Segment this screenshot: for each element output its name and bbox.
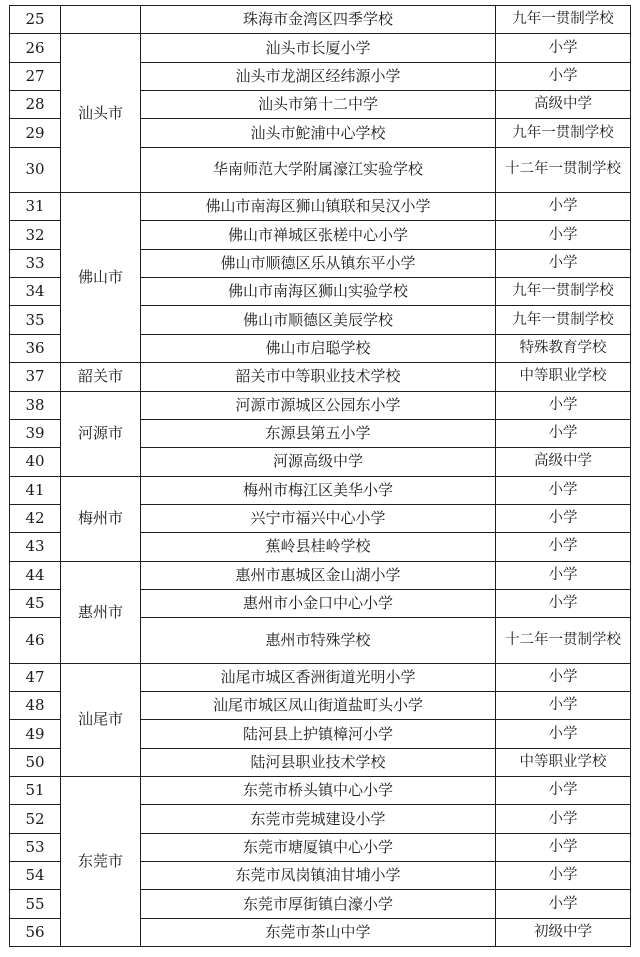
school-name: 陆河县上护镇樟河小学 [141, 720, 496, 748]
school-name: 东莞市塘厦镇中心小学 [141, 833, 496, 861]
school-name: 佛山市启聪学校 [141, 334, 496, 362]
school-name: 河源高级中学 [141, 448, 496, 476]
school-name: 惠州市惠城区金山湖小学 [141, 561, 496, 589]
school-list-table [9, 5, 631, 947]
row-number: 34 [10, 278, 61, 306]
row-number: 37 [10, 363, 61, 391]
school-type: 小学 [496, 833, 631, 861]
row-number: 44 [10, 561, 61, 589]
school-name: 佛山市南海区狮山实验学校 [141, 278, 496, 306]
school-name: 珠海市金湾区四季学校 [141, 6, 496, 34]
school-name: 东莞市茶山中学 [141, 918, 496, 946]
school-type: 九年一贯制学校 [496, 119, 631, 147]
school-name: 兴宁市福兴中心小学 [141, 504, 496, 532]
school-name: 佛山市禅城区张槎中心小学 [141, 221, 496, 249]
row-number: 27 [10, 62, 61, 90]
row-number: 38 [10, 391, 61, 419]
school-type: 中等职业学校 [496, 748, 631, 776]
row-number: 51 [10, 777, 61, 805]
school-name: 东莞市凤岗镇油甘埔小学 [141, 862, 496, 890]
school-type: 小学 [496, 504, 631, 532]
school-name: 韶关市中等职业技术学校 [141, 363, 496, 391]
school-name: 东莞市厚街镇白濠小学 [141, 890, 496, 918]
row-number: 35 [10, 306, 61, 334]
row-number: 40 [10, 448, 61, 476]
school-name: 蕉岭县桂岭学校 [141, 533, 496, 561]
table-row [10, 6, 631, 34]
city-cell: 河源市 [61, 391, 141, 476]
row-number: 53 [10, 833, 61, 861]
school-type: 九年一贯制学校 [496, 6, 631, 34]
row-number: 48 [10, 692, 61, 720]
school-type: 九年一贯制学校 [496, 278, 631, 306]
school-name: 佛山市顺德区美辰学校 [141, 306, 496, 334]
row-number: 39 [10, 419, 61, 447]
school-name: 汕头市鮀浦中心学校 [141, 119, 496, 147]
row-number: 45 [10, 589, 61, 617]
school-name: 东莞市莞城建设小学 [141, 805, 496, 833]
school-type: 小学 [496, 692, 631, 720]
table-row [10, 476, 631, 504]
school-type: 小学 [496, 561, 631, 589]
school-type: 小学 [496, 62, 631, 90]
row-number: 31 [10, 193, 61, 221]
city-cell: 惠州市 [61, 561, 141, 663]
school-type: 小学 [496, 193, 631, 221]
school-name: 梅州市梅江区美华小学 [141, 476, 496, 504]
school-type: 中等职业学校 [496, 363, 631, 391]
row-number: 28 [10, 91, 61, 119]
city-cell: 佛山市 [61, 193, 141, 363]
school-type: 小学 [496, 663, 631, 691]
row-number: 33 [10, 249, 61, 277]
school-name: 东莞市桥头镇中心小学 [141, 777, 496, 805]
school-type: 小学 [496, 419, 631, 447]
school-type: 小学 [496, 34, 631, 62]
table-row [10, 34, 631, 62]
school-type: 小学 [496, 890, 631, 918]
row-number: 54 [10, 862, 61, 890]
row-number: 56 [10, 918, 61, 946]
row-number: 43 [10, 533, 61, 561]
school-type: 高级中学 [496, 91, 631, 119]
city-cell: 韶关市 [61, 363, 141, 391]
school-name: 陆河县职业技术学校 [141, 748, 496, 776]
school-name: 惠州市特殊学校 [141, 618, 496, 663]
row-number: 25 [10, 6, 61, 34]
school-name: 汕尾市城区凤山街道盐町头小学 [141, 692, 496, 720]
row-number: 36 [10, 334, 61, 362]
school-type: 小学 [496, 805, 631, 833]
school-type: 小学 [496, 391, 631, 419]
school-name: 惠州市小金口中心小学 [141, 589, 496, 617]
city-cell: 梅州市 [61, 476, 141, 561]
city-cell: 汕头市 [61, 34, 141, 193]
row-number: 41 [10, 476, 61, 504]
table-row [10, 561, 631, 589]
school-type: 小学 [496, 533, 631, 561]
school-type: 十二年一贯制学校 [496, 147, 631, 192]
school-name: 东源县第五小学 [141, 419, 496, 447]
school-type: 初级中学 [496, 918, 631, 946]
school-name: 河源市源城区公园东小学 [141, 391, 496, 419]
school-type: 九年一贯制学校 [496, 306, 631, 334]
row-number: 46 [10, 618, 61, 663]
school-name: 汕头市长厦小学 [141, 34, 496, 62]
row-number: 29 [10, 119, 61, 147]
city-cell: 东莞市 [61, 777, 141, 947]
city-cell [61, 6, 141, 34]
school-type: 特殊教育学校 [496, 334, 631, 362]
school-type: 小学 [496, 589, 631, 617]
school-name: 汕头市第十二中学 [141, 91, 496, 119]
school-type: 小学 [496, 862, 631, 890]
row-number: 55 [10, 890, 61, 918]
table-row [10, 663, 631, 691]
row-number: 49 [10, 720, 61, 748]
row-number: 30 [10, 147, 61, 192]
school-name: 佛山市顺德区乐从镇东平小学 [141, 249, 496, 277]
school-type: 小学 [496, 249, 631, 277]
table-row [10, 363, 631, 391]
table-row [10, 193, 631, 221]
school-type: 十二年一贯制学校 [496, 618, 631, 663]
school-name: 华南师范大学附属濠江实验学校 [141, 147, 496, 192]
row-number: 52 [10, 805, 61, 833]
school-type: 小学 [496, 221, 631, 249]
school-type: 小学 [496, 476, 631, 504]
school-name: 汕尾市城区香洲街道光明小学 [141, 663, 496, 691]
school-type: 小学 [496, 720, 631, 748]
row-number: 32 [10, 221, 61, 249]
table-row [10, 391, 631, 419]
row-number: 42 [10, 504, 61, 532]
city-cell: 汕尾市 [61, 663, 141, 776]
table-row [10, 777, 631, 805]
school-name: 汕头市龙湖区经纬源小学 [141, 62, 496, 90]
school-type: 高级中学 [496, 448, 631, 476]
row-number: 47 [10, 663, 61, 691]
school-name: 佛山市南海区狮山镇联和吴汉小学 [141, 193, 496, 221]
row-number: 50 [10, 748, 61, 776]
school-type: 小学 [496, 777, 631, 805]
row-number: 26 [10, 34, 61, 62]
school-list-body [10, 6, 631, 947]
